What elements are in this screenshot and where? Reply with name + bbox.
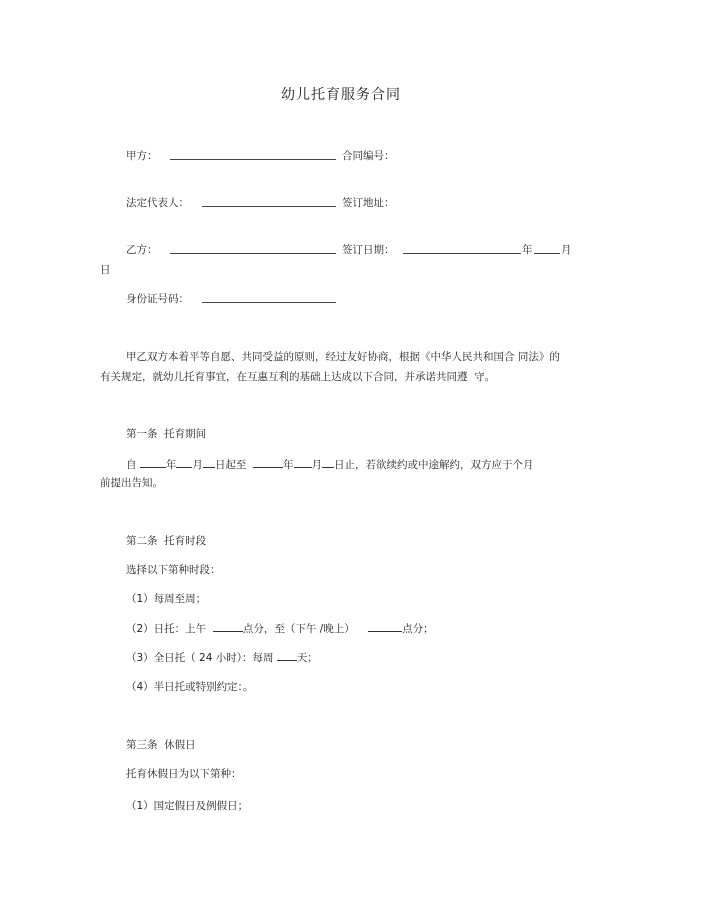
id-number-blank: [202, 302, 336, 303]
contract-number-label: 合同编号：: [342, 150, 395, 162]
party-a-label: 甲方：: [126, 150, 158, 162]
sign-date-month-blank: [534, 253, 560, 254]
document-title: 幼儿托育服务合同: [281, 87, 401, 103]
party-b-blank: [170, 253, 336, 254]
article-1-from: 自: [126, 459, 137, 471]
daycare-end-blank: [368, 621, 402, 632]
article-1-line-2: 前提出告知。: [100, 477, 163, 489]
start-day-blank: [203, 457, 215, 468]
id-number-label: 身份证号码：: [126, 293, 189, 305]
item-2-part-c: 点分；: [402, 623, 434, 635]
end-day-blank: [322, 457, 334, 468]
article-1-start-year-label: 年: [165, 459, 177, 471]
legal-representative-label: 法定代表人：: [126, 197, 189, 209]
article-1-start-label: 日起至: [214, 459, 247, 471]
sign-date-day-label: 日: [100, 264, 111, 276]
article-1-period-line: [126, 457, 534, 472]
start-month-blank: [176, 457, 192, 468]
sign-date-month-label: 月: [561, 244, 572, 256]
item-2-part-a: （2）日托：上午: [126, 623, 207, 635]
end-month-blank: [294, 457, 312, 468]
item-3-part-a: （3）全日托（ 24 小时）：每周: [126, 652, 274, 664]
intro-line-2: 有关规定，就幼儿托育事宜，在互惠互利的基础上达成以下合同，并承诺共同遵 守。: [100, 371, 496, 383]
fullday-days-blank: [277, 650, 297, 661]
party-b-label: 乙方：: [126, 244, 158, 256]
article-1-heading: 第一条 托育期间: [126, 428, 207, 440]
article-2-heading: 第二条 托育时段: [126, 535, 207, 547]
legal-representative-blank: [202, 206, 336, 207]
sign-date-year-label: 年: [522, 244, 533, 256]
item-3-part-b: 天；: [296, 652, 318, 664]
article-1-end-clause: 日止，若欲续约或中途解约，双方应于个月: [334, 459, 534, 471]
article-2-intro: 选择以下第种时段：: [126, 564, 221, 576]
article-1-end-month-label: 月: [311, 459, 323, 471]
party-a-blank: [170, 159, 336, 160]
article-1-end-year-label: 年: [283, 459, 294, 471]
article-2-item-4: （4）半日托或特别约定：。: [126, 681, 254, 693]
start-year-blank: [140, 457, 166, 468]
sign-date-year-blank: [403, 253, 521, 254]
article-3-intro: 托育休假日为以下第种：: [126, 768, 242, 780]
item-2-part-b: 点分，至（下午 /晚上）: [242, 623, 355, 635]
article-1-start-month-label: 月: [192, 459, 203, 471]
end-year-blank: [253, 457, 283, 468]
article-2-item-1: （1）每周至周；: [126, 593, 207, 605]
intro-line-1: 甲乙双方本着平等自愿、共同受益的原则，经过友好协商，根据《中华人民共和国合 同法》的: [126, 351, 560, 363]
article-2-item-2: [126, 621, 434, 636]
sign-date-label: 签订日期：: [342, 244, 395, 256]
article-2-item-3: [126, 650, 318, 665]
sign-place-label: 签订地址：: [342, 197, 395, 209]
daycare-start-blank: [213, 621, 243, 632]
article-3-item-1: （1）国定假日及例假日；: [126, 800, 249, 812]
article-3-heading: 第三条 休假日: [126, 739, 196, 751]
